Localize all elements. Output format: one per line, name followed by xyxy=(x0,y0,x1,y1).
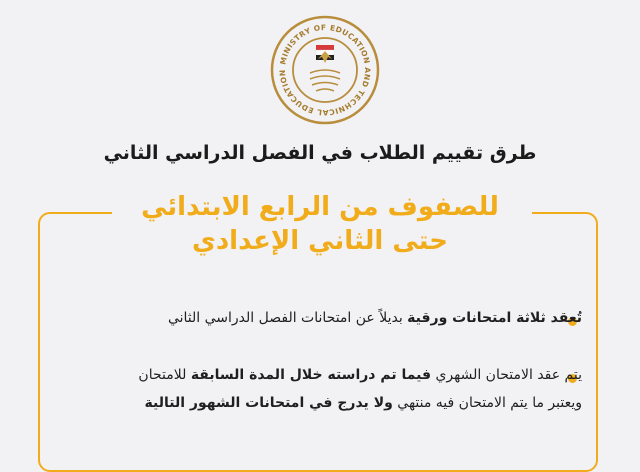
ministry-seal-icon xyxy=(270,15,380,125)
bullet-2-text-2: للامتحان xyxy=(138,367,191,383)
bullet-2-line-2 xyxy=(145,395,582,411)
bullet-1-line-1 xyxy=(168,310,582,326)
subtitle xyxy=(0,190,640,258)
bullet-1-bold: تُعقد ثلاثة امتحانات ورقية xyxy=(407,310,582,326)
bullet-1-text: بديلاً عن امتحانات الفصل الدراسي الثاني xyxy=(167,310,408,326)
svg-text:MINISTRY OF EDUCATION AND TECH: MINISTRY OF EDUCATION AND TECHNICAL EDUCATION xyxy=(277,22,373,118)
bullet-2-text-1: يتم عقد الامتحان الشهري xyxy=(431,367,582,383)
page-title: طرق تقييم الطلاب في الفصل الدراسي الثاني xyxy=(103,142,537,164)
subtitle-line-1: للصفوف من الرابع الابتدائي xyxy=(141,192,499,222)
bullet-2-line-1 xyxy=(138,367,582,383)
bullet-2-bold-2: ولا يدرج في امتحانات الشهور التالية xyxy=(144,395,393,411)
subtitle-line-2: حتى الثاني الإعدادي xyxy=(191,226,448,256)
ministry-logo xyxy=(270,15,380,125)
bullet-2-text-3: ويعتبر ما يتم الامتحان فيه منتهي xyxy=(392,395,582,411)
bullet-2-bold-1: فيما تم دراسته خلال المدة السابقة xyxy=(190,367,431,383)
